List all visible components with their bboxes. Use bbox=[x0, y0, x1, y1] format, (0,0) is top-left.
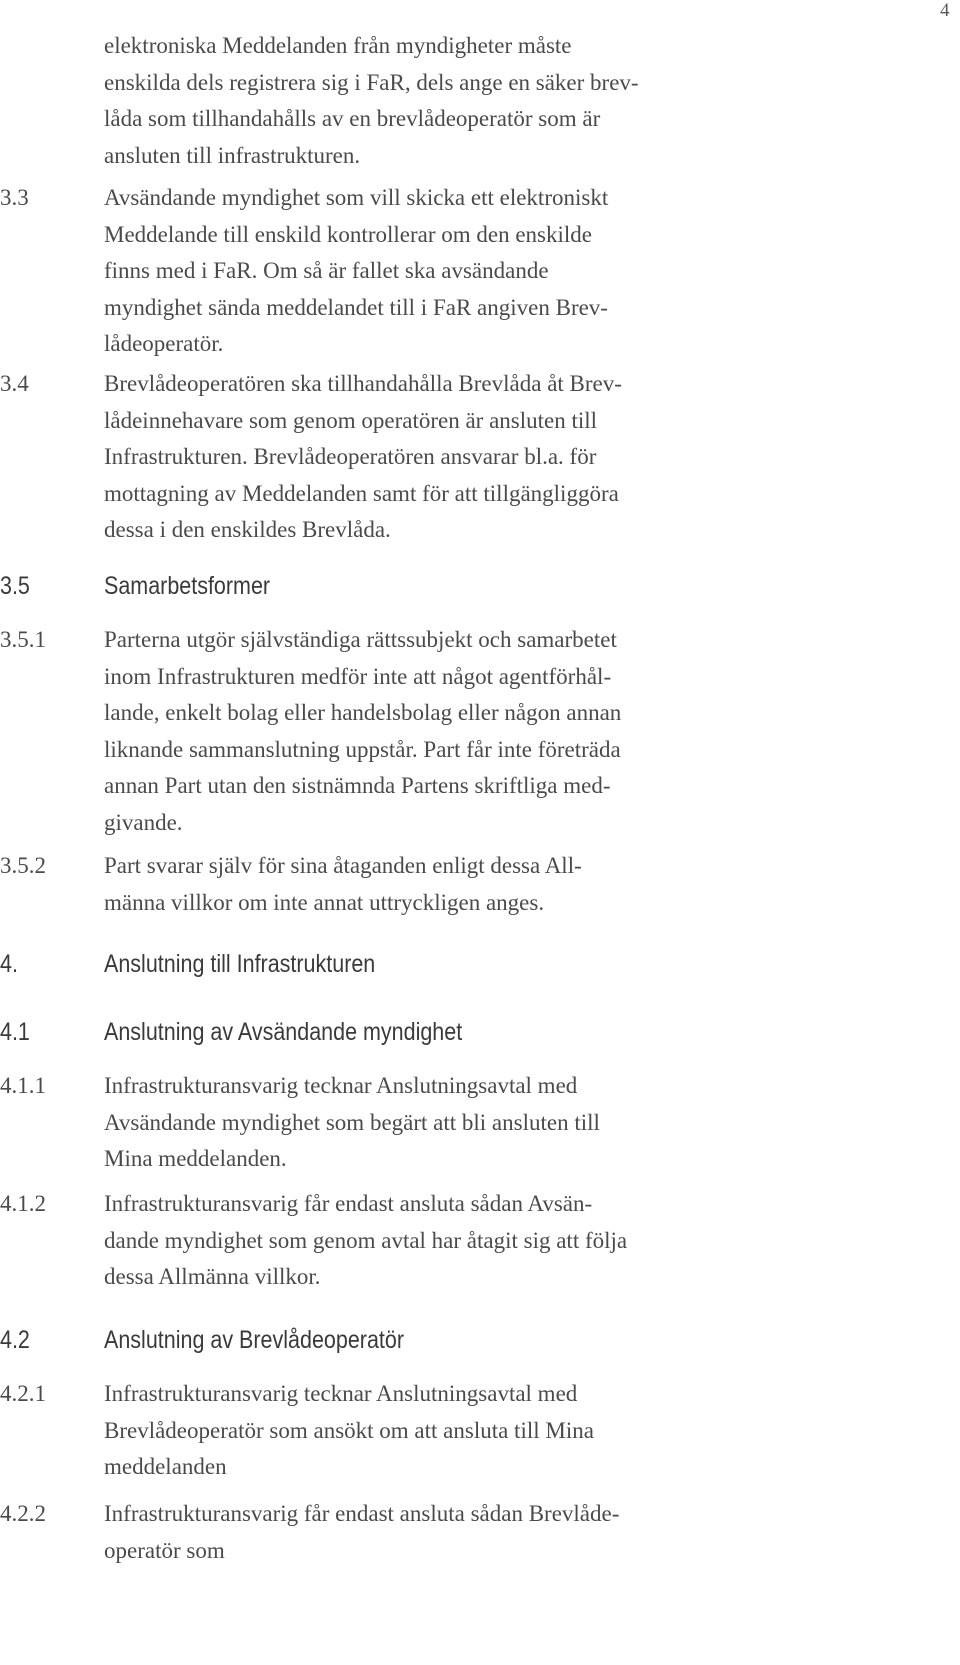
text-line: finns med i FaR. Om så är fallet ska avsändande bbox=[104, 258, 549, 283]
paragraph-text bbox=[104, 366, 744, 549]
paragraph-number: 4.2.1 bbox=[0, 1381, 46, 1406]
paragraph-text bbox=[104, 622, 744, 841]
text-line: Infrastrukturansvarig tecknar Anslutningsavtal med bbox=[104, 1073, 578, 1098]
text-line: lådeinnehavare som genom operatören är ansluten till bbox=[104, 407, 598, 433]
text-line: Brevlådeoperatören ska tillhandahålla Brevlåda åt Brev- bbox=[104, 371, 622, 396]
text-line: Avsändande myndighet som vill skicka ett elektroniskt bbox=[104, 185, 609, 210]
text-line: ansluten till infrastrukturen. bbox=[104, 142, 361, 168]
text-line: dessa Allmänna villkor. bbox=[104, 1264, 321, 1289]
text-line: Infrastrukturansvarig tecknar Anslutningsavtal med bbox=[104, 1381, 578, 1406]
heading-title: Anslutning av Avsändande myndighet bbox=[104, 1018, 463, 1046]
text-line: dande myndighet som genom avtal har åtagit sig att följa bbox=[104, 1227, 628, 1253]
heading-number: 3.5 bbox=[0, 572, 30, 600]
paragraph-number: 3.5.1 bbox=[0, 627, 46, 652]
text-line: lådeoperatör. bbox=[104, 331, 224, 356]
paragraph-number: 3.3 bbox=[0, 185, 29, 210]
text-line: männa villkor om inte annat uttryckligen anges. bbox=[104, 889, 545, 915]
text-line: liknande sammanslutning uppstår. Part får inte företräda bbox=[104, 736, 621, 762]
heading-title: Anslutning av Brevlådeoperatör bbox=[104, 1326, 404, 1354]
text-line: givande. bbox=[104, 809, 183, 835]
text-line: låda som tillhandahålls av en brevlådeoperatör som är bbox=[104, 106, 601, 131]
paragraph-number: 4.1.2 bbox=[0, 1191, 46, 1216]
text-line: mottagning av Meddelanden samt för att tillgängliggöra bbox=[104, 480, 619, 506]
text-line: enskilda dels registrera sig i FaR, dels ange en säker brev- bbox=[104, 69, 639, 95]
text-line: Meddelande till enskild kontrollerar om den enskilde bbox=[104, 221, 592, 247]
heading-number: 4.1 bbox=[0, 1018, 30, 1046]
text-line: meddelanden bbox=[104, 1454, 227, 1479]
heading-title: Samarbetsformer bbox=[104, 572, 271, 600]
text-line: inom Infrastrukturen medför inte att något agentförhål- bbox=[104, 663, 612, 689]
text-line: lande, enkelt bolag eller handelsbolag eller någon annan bbox=[104, 700, 622, 725]
paragraph-text bbox=[104, 848, 744, 921]
text-line: dessa i den enskildes Brevlåda. bbox=[104, 517, 391, 542]
heading-number: 4. bbox=[0, 950, 18, 978]
paragraph-text bbox=[104, 180, 744, 363]
paragraph-text bbox=[104, 28, 744, 174]
paragraph-number: 4.2.2 bbox=[0, 1501, 46, 1526]
text-line: Avsändande myndighet som begärt att bli ansluten till bbox=[104, 1109, 600, 1135]
heading-title: Anslutning till Infrastrukturen bbox=[104, 950, 376, 978]
paragraph-number: 4.1.1 bbox=[0, 1073, 46, 1098]
paragraph-text bbox=[104, 1376, 744, 1486]
heading-number: 4.2 bbox=[0, 1326, 30, 1354]
text-line: Brevlådeoperatör som ansökt om att ansluta till Mina bbox=[104, 1417, 594, 1443]
paragraph-number: 3.4 bbox=[0, 371, 29, 396]
text-line: myndighet sända meddelandet till i FaR angiven Brev- bbox=[104, 294, 608, 320]
paragraph-text bbox=[104, 1186, 744, 1296]
text-line: Parterna utgör självständiga rättssubjekt och samarbetet bbox=[104, 627, 617, 652]
text-line: Infrastrukturansvarig får endast ansluta sådan Brevlåde- bbox=[104, 1501, 620, 1526]
paragraph-text bbox=[104, 1068, 744, 1178]
text-line: Infrastrukturen. Brevlådeoperatören ansvarar bl.a. för bbox=[104, 444, 597, 469]
page-number: 4 bbox=[940, 0, 950, 21]
text-line: operatör som bbox=[104, 1537, 225, 1563]
text-line: Part svarar själv för sina åtaganden enligt dessa All- bbox=[104, 853, 582, 878]
text-line: Infrastrukturansvarig får endast ansluta sådan Avsän- bbox=[104, 1191, 593, 1216]
text-line: Mina meddelanden. bbox=[104, 1146, 287, 1171]
text-line: annan Part utan den sistnämnda Partens skriftliga med- bbox=[104, 773, 611, 798]
paragraph-text bbox=[104, 1496, 744, 1569]
text-line: elektroniska Meddelanden från myndigheter måste bbox=[104, 33, 572, 58]
paragraph-number: 3.5.2 bbox=[0, 853, 46, 878]
